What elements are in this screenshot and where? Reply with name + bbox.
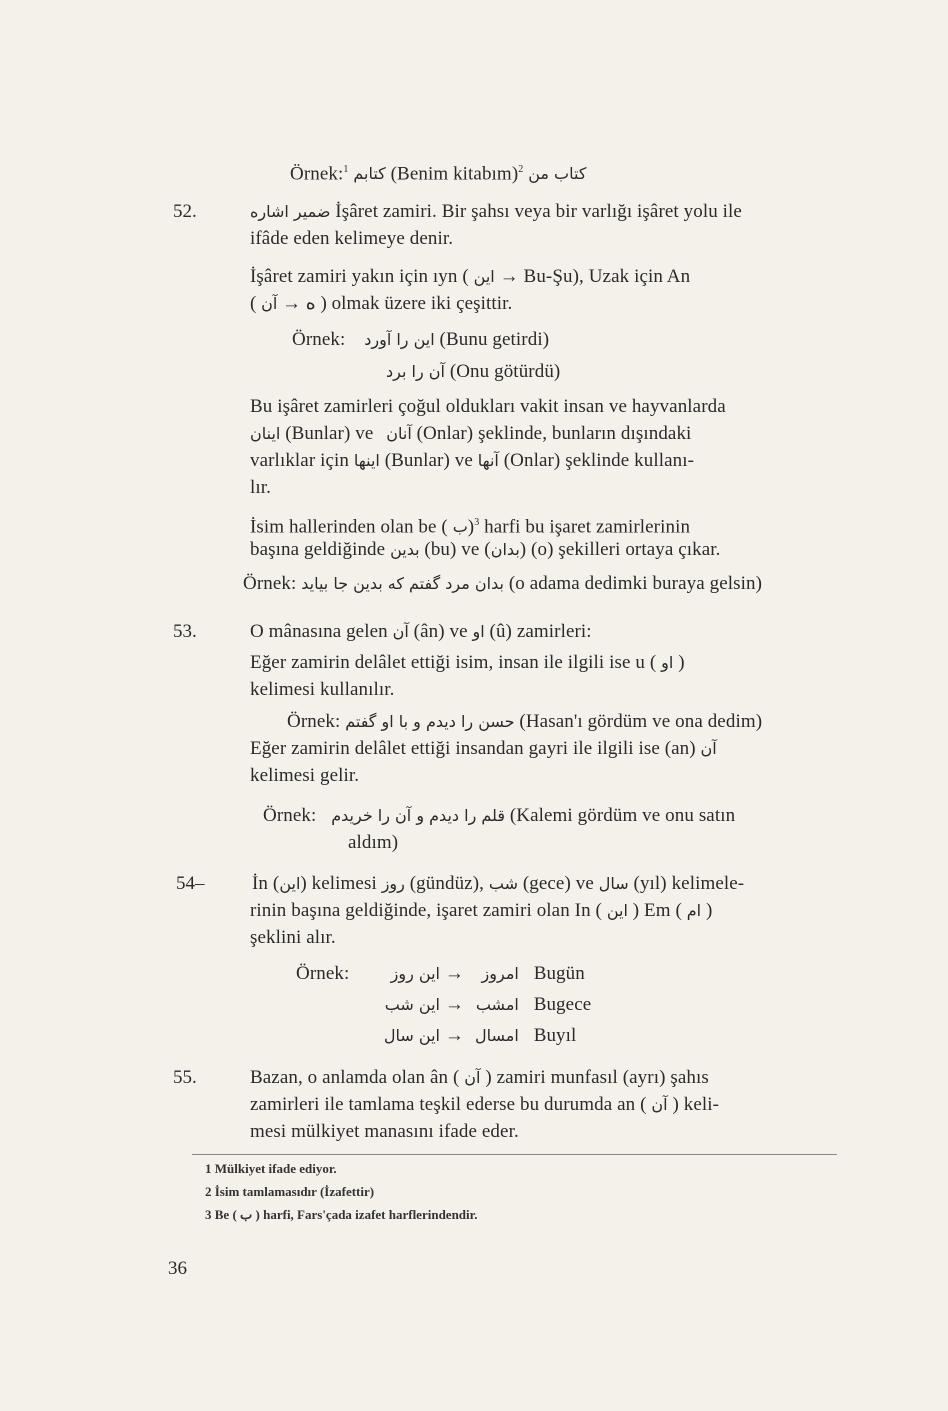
- translation-text: Buyıl: [533, 1025, 577, 1046]
- arabic-text: این: [473, 267, 495, 286]
- paragraph-line: [250, 1093, 719, 1117]
- text-span: (Bunlar) ve: [384, 450, 473, 471]
- paragraph-line: [250, 422, 691, 446]
- arabic-text: این سال: [383, 1026, 440, 1045]
- text-span: (gece) ve: [522, 873, 594, 894]
- translation-text: (Bunu getirdi): [439, 329, 550, 350]
- arrow-icon: →: [444, 963, 464, 984]
- paragraph-line: kelimesi gelir.: [250, 765, 360, 786]
- paragraph-line: [250, 1066, 709, 1090]
- paragraph-line: Bu işâret zamirleri çoğul oldukları vakit insan ve hayvanlarda: [250, 396, 726, 417]
- example-label: Örnek:: [296, 963, 350, 984]
- example-line: aldım): [348, 832, 399, 853]
- arabic-text: آنها: [477, 451, 499, 470]
- text-span: (gündüz),: [409, 873, 484, 894]
- arabic-text: امشب: [475, 995, 519, 1014]
- arabic-text: اینان: [250, 424, 281, 443]
- footnote-ref: 2: [518, 164, 524, 175]
- arabic-text: ب: [452, 517, 468, 537]
- translation-text: Bugün: [533, 963, 585, 984]
- translation-text: (o adama dedimki buraya gelsin): [508, 573, 763, 594]
- text-span: ): [678, 652, 685, 673]
- footnote: 1 Mülkiyet ifade ediyor.: [205, 1161, 337, 1176]
- translation-text: Bugece: [533, 994, 592, 1015]
- example-label: Örnek:: [243, 573, 297, 594]
- arabic-text: ضمیر اشاره: [250, 202, 331, 221]
- example-line: [243, 572, 762, 596]
- text-span: Eğer zamirin delâlet ettiği isim, insan ile ilgili ise u (: [250, 652, 657, 673]
- arabic-text: او: [472, 622, 485, 641]
- example-row: [386, 993, 591, 1017]
- arabic-text: حسن را دیدم و با او گفتم: [345, 712, 515, 731]
- text-span: (û) zamirleri:: [489, 621, 592, 642]
- arabic-text: آن: [261, 294, 278, 313]
- arabic-text: آن: [392, 622, 409, 641]
- page-number: 36: [168, 1258, 187, 1279]
- example-label: Örnek:: [290, 163, 344, 185]
- footnote: 2 İsim tamlamasıdır (İzafettir): [205, 1184, 375, 1199]
- example-row: [386, 962, 585, 986]
- arabic-text: سال: [598, 874, 629, 893]
- paragraph-line: kelimesi kullanılır.: [250, 679, 395, 700]
- example-line: [386, 360, 560, 384]
- arabic-text: روز: [381, 874, 405, 893]
- section-number: 54–: [176, 873, 205, 894]
- arabic-text: کتاب من: [528, 164, 587, 184]
- paragraph-line: şeklini alır.: [250, 927, 336, 948]
- text-span: ) kelimesi: [300, 873, 377, 894]
- paragraph-line: ifâde eden kelimeye denir.: [250, 228, 454, 249]
- footnote: 3 Be ( ب ) harfi, Fars'çada izafet harflerindendir.: [205, 1207, 478, 1222]
- arabic-text: بدین: [390, 540, 420, 559]
- text-span: (Onlar) şeklinde, bunların dışındaki: [416, 423, 692, 444]
- text-span: (yıl) kelimele-: [633, 873, 745, 894]
- section-number: 53.: [173, 621, 197, 642]
- paragraph-line: [250, 899, 712, 923]
- intro-example: [290, 158, 586, 186]
- arabic-text: امسال: [475, 1026, 519, 1045]
- text-span: varlıklar için: [250, 450, 349, 471]
- example-line: [292, 328, 549, 352]
- text-span: İşâret zamiri. Bir şahsı veya bir varlığı işâret yolu ile: [335, 201, 742, 222]
- translation-text: (Onu götürdü): [449, 361, 561, 382]
- text-span: O mânasına gelen: [250, 621, 388, 642]
- arabic-text: اینها: [353, 451, 380, 470]
- text-span: başına geldiğinde: [250, 539, 386, 560]
- text-span: (Bunlar) ve: [285, 423, 374, 444]
- text-span: → Bu-Şu), Uzak için An: [499, 266, 691, 287]
- paragraph-line: İsim hallerinden olan be ( ب)$^3$ harfi bu işaret zamirlerinin: [250, 516, 691, 538]
- text-span: İn (: [252, 873, 280, 894]
- arabic-text: این روز: [390, 964, 440, 983]
- paragraph-line: lır.: [250, 477, 271, 498]
- arabic-text: این: [279, 874, 301, 893]
- text-span: (bu) ve (: [424, 539, 491, 560]
- text-span: ): [705, 900, 713, 921]
- example-line: [263, 804, 735, 828]
- arabic-text: ام: [686, 901, 702, 920]
- arabic-text: بدان: [490, 540, 520, 559]
- translation-text: (Benim kitabım): [390, 163, 519, 185]
- text-span: İsim hallerinden olan be (: [250, 516, 448, 538]
- footnote-ref: 3: [474, 517, 480, 528]
- arabic-text: امروز: [481, 964, 519, 983]
- arabic-text: او: [661, 653, 674, 672]
- translation-text: (Hasan'ı gördüm ve ona dedim): [519, 711, 763, 732]
- paragraph-line: [250, 651, 685, 675]
- text-span: rinin başına geldiğinde, işaret zamiri olan In (: [250, 900, 602, 921]
- paragraph-line: [250, 538, 721, 562]
- arabic-text: آن: [651, 1095, 668, 1114]
- text-span: ) Em (: [632, 900, 682, 921]
- paragraph-line: [250, 620, 592, 644]
- text-span: (Onlar) şeklinde kullanı-: [503, 450, 695, 471]
- paragraph-line: [250, 292, 512, 316]
- arabic-text: این را آورد: [364, 330, 435, 349]
- paragraph-line: [250, 449, 694, 473]
- text-span: ) keli-: [672, 1094, 720, 1115]
- section-number: 52.: [173, 201, 197, 222]
- arabic-text: آن: [464, 1068, 481, 1087]
- section-number: 55.: [173, 1067, 197, 1088]
- paragraph-line: [250, 737, 717, 761]
- example-row: [383, 1024, 577, 1048]
- example-line: [287, 710, 762, 734]
- example-label: Örnek:: [292, 329, 346, 350]
- text-span: ) zamiri munfasıl (ayrı) şahıs: [485, 1067, 709, 1088]
- arabic-text: آنان: [386, 424, 412, 443]
- arabic-text: کتابم: [353, 164, 386, 184]
- example-label: Örnek:: [263, 805, 317, 826]
- translation-text: (Kalemi gördüm ve onu satın: [509, 805, 736, 826]
- arabic-text: این: [606, 901, 628, 920]
- text-span: (ân) ve: [413, 621, 468, 642]
- footnote-ref: 1: [343, 164, 349, 175]
- arabic-text: قلم را دیدم و آن را خریدم: [331, 806, 505, 825]
- paragraph-line: [250, 200, 742, 224]
- arabic-text: بدان مرد گفتم که بدین جا بیاید: [301, 574, 504, 593]
- arrow-icon: →: [444, 994, 464, 1015]
- footnote-divider: [192, 1154, 837, 1155]
- example-label: Örnek:: [287, 711, 341, 732]
- arabic-text: آن: [700, 739, 717, 758]
- arabic-text: شب: [488, 874, 518, 893]
- paragraph-line: mesi mülkiyet manasını ifade eder.: [250, 1121, 519, 1142]
- text-span: İşâret zamiri yakın için ıyn (: [250, 266, 469, 287]
- text-span: (: [250, 293, 257, 314]
- text-span: harfi bu işaret zamirlerinin: [484, 516, 691, 538]
- arabic-text: این شب: [384, 995, 440, 1014]
- text-span: zamirleri ile tamlama teşkil ederse bu durumda an (: [250, 1094, 647, 1115]
- text-span: → ه ) olmak üzere iki çeşittir.: [282, 293, 513, 314]
- paragraph-line: [252, 872, 744, 896]
- text-span: Eğer zamirin delâlet ettiği insandan gayri ile ilgili ise (an): [250, 738, 696, 759]
- text-span: Bazan, o anlamda olan ân (: [250, 1067, 460, 1088]
- arabic-text: آن را برد: [386, 362, 445, 381]
- arrow-icon: →: [444, 1025, 464, 1046]
- paragraph-line: [250, 265, 690, 289]
- text-span: ) (o) şekilleri ortaya çıkar.: [519, 539, 721, 560]
